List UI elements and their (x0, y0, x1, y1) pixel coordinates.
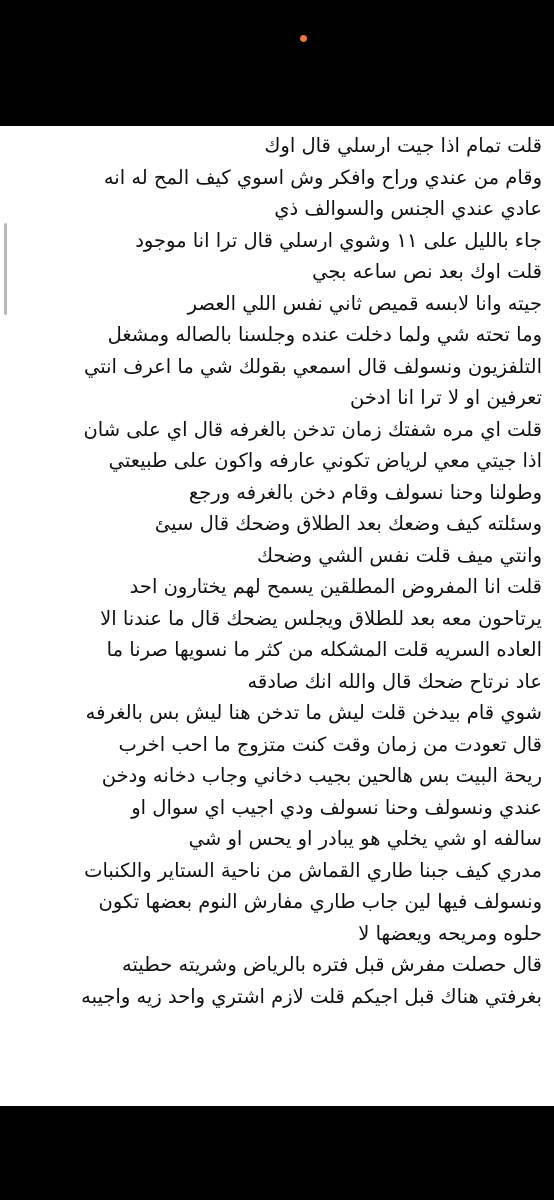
scrollbar[interactable] (4, 223, 7, 315)
text-line: وطولنا وحنا نسولف وقام دخن بالغرفه ورجع (188, 480, 542, 504)
message-text (12, 130, 542, 1012)
text-line: وقام من عندي وراح وافكر وش اسوي كيف المح له انه (103, 165, 542, 189)
text-line: عندي ونسولف وحنا نسولف ودي اجيب اي سوال او (131, 795, 542, 819)
text-line: جاء بالليل على ١١ وشوي ارسلي قال ترا انا موجود (135, 228, 542, 252)
status-bar-area (0, 0, 554, 126)
text-line: جيته وانا لابسه قميص ثاني نفس اللي العصر (187, 291, 542, 315)
text-line: يرتاحون معه بعد للطلاق ويجلس يضحك قال ما عندنا الا (100, 606, 542, 630)
text-line: قلت اي مره شفتك زمان تدخن بالغرفه قال اي على شان (83, 417, 542, 441)
text-line: قال حصلت مفرش قبل فتره بالرياض وشريته حطيته (122, 953, 542, 976)
text-line: حلوه ومريحه ويعضها لا (358, 921, 542, 945)
text-line: وسئلته كيف وضعك بعد الطلاق وضحك قال سيئ (154, 512, 542, 535)
text-line: التلفزيون ونسولف قال اسمعي بقولك شي ما اعرف انتي (83, 354, 542, 378)
text-line: اذا جيتي معي لرياض تكوني عارفه واكون على طبيعتي (108, 449, 542, 472)
text-line: تعرفين او لا ترا انا ادخن (350, 386, 542, 409)
text-line: وانتي ميف قلت نفس الشي وضحك (257, 543, 542, 567)
text-line: قلت انا المفروض المطلقين يسمح لهم يختارون احد (129, 575, 542, 598)
text-line: شوي قام بيدخن قلت ليش ما تدخن هنا ليش بس بالغرفه (85, 701, 542, 724)
text-line: عادي عندي الجنس والسوالف ذي (274, 197, 542, 220)
bottom-bar-area (0, 1106, 554, 1200)
text-line: مدري كيف جبنا طاري القماش من ناحية الستاير والكنبات (84, 858, 542, 882)
text-line: العاده السريه قلت المشكله من كثر ما نسويها صرنا ما (106, 638, 542, 661)
text-line: قلت اوك بعد نص ساعه بجي (312, 260, 542, 283)
text-line: بغرفتي هناك قبل اجيكم قلت لازم اشتري واحد زيه واجيبه (81, 984, 542, 1008)
camera-indicator-icon (300, 35, 307, 42)
text-line: ونسولف فيها لين جاب طاري مفارش النوم بعضها تكون (98, 890, 542, 913)
text-line: ريحة البيت بس هالحين بجيب دخاني وجاب دخانه ودخن (101, 764, 542, 787)
text-line: وما تحته شي ولما دخلت عنده وجلسنا بالصاله ومشغل (107, 323, 542, 346)
text-screenshot (0, 126, 554, 1106)
text-line: قال تعودت من زمان وقت كنت متزوج ما احب اخرب (118, 732, 542, 756)
text-line: قلت تمام اذا جيت ارسلي قال اوك (264, 134, 542, 157)
text-line: عاد نرتاح ضحك قال والله انك صادقه (247, 669, 542, 693)
text-line: سالفه او شي يخلي هو يبادر او يحس او شي (188, 827, 542, 850)
